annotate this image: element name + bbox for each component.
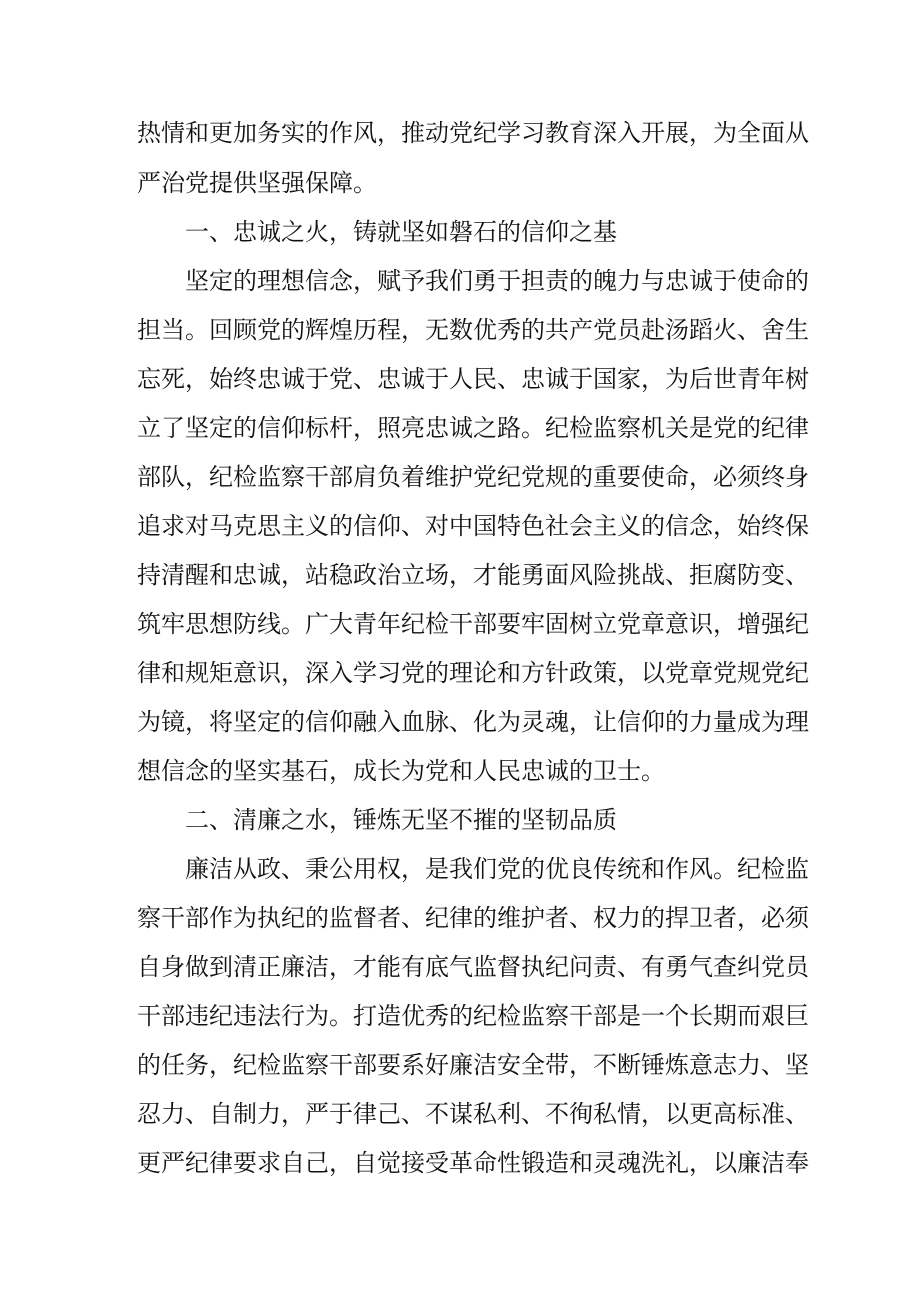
text-line: 更严纪律要求自己，自觉接受革命性锻造和灵魂洗礼，以廉洁奉 (137, 1149, 809, 1177)
text-line: 忍力、自制力，严于律己、不谋私利、不徇私情，以更高标准、 (137, 1100, 809, 1128)
text-line: 忘死，始终忠诚于党、忠诚于人民、忠诚于国家，为后世青年树 (137, 365, 809, 393)
text-line: 干部违纪违法行为。打造优秀的纪检监察干部是一个长期而艰巨 (137, 1002, 809, 1030)
text-line: 为镜，将坚定的信仰融入血脉、化为灵魂，让信仰的力量成为理 (137, 708, 809, 736)
paragraph-first-line: 廉洁从政、秉公用权，是我们党的优良传统和作风。纪检监 (185, 855, 809, 883)
text-line: 立了坚定的信仰标杆，照亮忠诚之路。纪检监察机关是党的纪律 (137, 414, 809, 442)
text-line: 的任务，纪检监察干部要系好廉洁安全带，不断锤炼意志力、坚 (137, 1051, 809, 1079)
section-heading-2: 二、清廉之水，锤炼无坚不摧的坚韧品质 (185, 806, 617, 834)
text-line: 自身做到清正廉洁，才能有底气监督执纪问责、有勇气查纠党员 (137, 953, 809, 981)
text-line: 律和规矩意识，深入学习党的理论和方针政策，以党章党规党纪 (137, 659, 809, 687)
text-line: 严治党提供坚强保障。 (137, 169, 377, 197)
text-line: 察干部作为执纪的监督者、纪律的维护者、权力的捍卫者，必须 (137, 904, 809, 932)
text-line: 持清醒和忠诚，站稳政治立场，才能勇面风险挑战、拒腐防变、 (137, 561, 809, 589)
text-line: 热情和更加务实的作风，推动党纪学习教育深入开展，为全面从 (137, 119, 809, 147)
text-line: 想信念的坚实基石，成长为党和人民忠诚的卫士。 (137, 757, 665, 785)
text-line: 部队，纪检监察干部肩负着维护党纪党规的重要使命，必须终身 (137, 463, 809, 491)
text-line: 筑牢思想防线。广大青年纪检干部要牢固树立党章意识，增强纪 (137, 610, 809, 638)
text-line: 追求对马克思主义的信仰、对中国特色社会主义的信念，始终保 (137, 512, 809, 540)
text-line: 担当。回顾党的辉煌历程，无数优秀的共产党员赴汤蹈火、舍生 (137, 316, 809, 344)
section-heading-1: 一、忠诚之火，铸就坚如磐石的信仰之基 (185, 218, 617, 246)
paragraph-first-line: 坚定的理想信念，赋予我们勇于担责的魄力与忠诚于使命的 (185, 267, 809, 295)
